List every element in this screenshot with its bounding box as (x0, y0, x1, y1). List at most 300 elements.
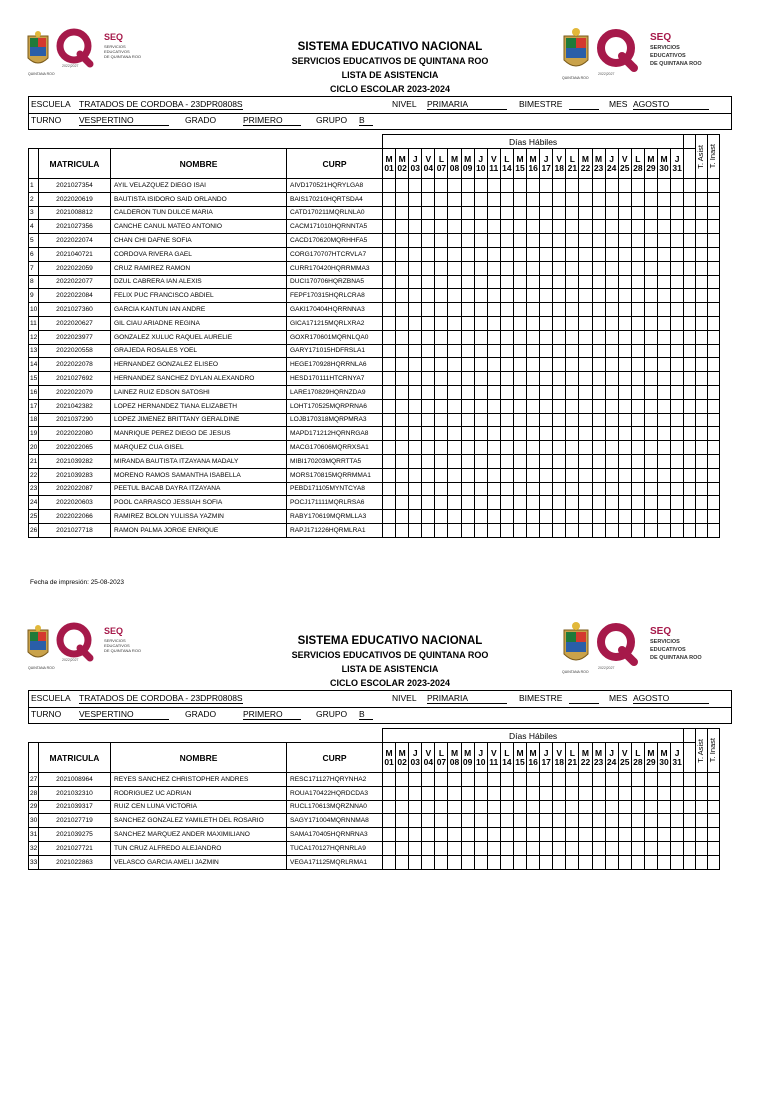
attendance-cell[interactable] (487, 358, 500, 372)
attendance-cell[interactable] (631, 303, 644, 317)
attendance-cell[interactable] (579, 814, 592, 828)
attendance-cell[interactable] (631, 385, 644, 399)
attendance-cell[interactable] (448, 234, 461, 248)
attendance-cell[interactable] (579, 192, 592, 206)
attendance-cell[interactable] (657, 510, 670, 524)
attendance-cell[interactable] (579, 454, 592, 468)
attendance-cell[interactable] (708, 275, 720, 289)
attendance-cell[interactable] (684, 220, 696, 234)
attendance-cell[interactable] (396, 800, 409, 814)
attendance-cell[interactable] (409, 800, 422, 814)
attendance-cell[interactable] (487, 828, 500, 842)
attendance-cell[interactable] (513, 413, 526, 427)
attendance-cell[interactable] (605, 247, 618, 261)
attendance-cell[interactable] (500, 385, 513, 399)
attendance-cell[interactable] (396, 399, 409, 413)
attendance-cell[interactable] (684, 441, 696, 455)
attendance-cell[interactable] (566, 496, 579, 510)
attendance-cell[interactable] (513, 454, 526, 468)
attendance-cell[interactable] (566, 316, 579, 330)
attendance-cell[interactable] (540, 786, 553, 800)
attendance-cell[interactable] (644, 786, 657, 800)
attendance-cell[interactable] (708, 773, 720, 787)
attendance-cell[interactable] (579, 220, 592, 234)
attendance-cell[interactable] (708, 841, 720, 855)
attendance-cell[interactable] (566, 385, 579, 399)
attendance-cell[interactable] (592, 206, 605, 220)
attendance-cell[interactable] (500, 413, 513, 427)
attendance-cell[interactable] (553, 179, 566, 193)
attendance-cell[interactable] (684, 234, 696, 248)
attendance-cell[interactable] (474, 496, 487, 510)
attendance-cell[interactable] (684, 385, 696, 399)
attendance-cell[interactable] (618, 413, 631, 427)
attendance-cell[interactable] (500, 330, 513, 344)
attendance-cell[interactable] (553, 786, 566, 800)
attendance-cell[interactable] (708, 316, 720, 330)
attendance-cell[interactable] (409, 841, 422, 855)
attendance-cell[interactable] (474, 841, 487, 855)
attendance-cell[interactable] (644, 247, 657, 261)
attendance-cell[interactable] (696, 427, 708, 441)
attendance-cell[interactable] (684, 206, 696, 220)
attendance-cell[interactable] (671, 303, 684, 317)
attendance-cell[interactable] (553, 234, 566, 248)
attendance-cell[interactable] (671, 358, 684, 372)
attendance-cell[interactable] (500, 234, 513, 248)
attendance-cell[interactable] (671, 289, 684, 303)
attendance-cell[interactable] (396, 372, 409, 386)
attendance-cell[interactable] (409, 496, 422, 510)
attendance-cell[interactable] (553, 344, 566, 358)
attendance-cell[interactable] (396, 192, 409, 206)
attendance-cell[interactable] (487, 786, 500, 800)
attendance-cell[interactable] (487, 192, 500, 206)
attendance-cell[interactable] (566, 828, 579, 842)
attendance-cell[interactable] (579, 468, 592, 482)
attendance-cell[interactable] (383, 316, 396, 330)
attendance-cell[interactable] (618, 855, 631, 869)
attendance-cell[interactable] (592, 399, 605, 413)
attendance-cell[interactable] (618, 261, 631, 275)
attendance-cell[interactable] (644, 496, 657, 510)
attendance-cell[interactable] (618, 206, 631, 220)
attendance-cell[interactable] (671, 413, 684, 427)
attendance-cell[interactable] (487, 413, 500, 427)
attendance-cell[interactable] (409, 510, 422, 524)
attendance-cell[interactable] (566, 234, 579, 248)
attendance-cell[interactable] (696, 814, 708, 828)
attendance-cell[interactable] (618, 192, 631, 206)
attendance-cell[interactable] (448, 855, 461, 869)
attendance-cell[interactable] (435, 247, 448, 261)
attendance-cell[interactable] (474, 399, 487, 413)
attendance-cell[interactable] (513, 275, 526, 289)
attendance-cell[interactable] (487, 523, 500, 537)
attendance-cell[interactable] (500, 441, 513, 455)
attendance-cell[interactable] (618, 828, 631, 842)
attendance-cell[interactable] (684, 372, 696, 386)
attendance-cell[interactable] (579, 372, 592, 386)
attendance-cell[interactable] (631, 841, 644, 855)
attendance-cell[interactable] (566, 814, 579, 828)
attendance-cell[interactable] (513, 344, 526, 358)
attendance-cell[interactable] (527, 385, 540, 399)
attendance-cell[interactable] (487, 855, 500, 869)
attendance-cell[interactable] (435, 206, 448, 220)
attendance-cell[interactable] (448, 206, 461, 220)
attendance-cell[interactable] (708, 372, 720, 386)
attendance-cell[interactable] (618, 179, 631, 193)
attendance-cell[interactable] (487, 482, 500, 496)
attendance-cell[interactable] (553, 247, 566, 261)
attendance-cell[interactable] (409, 330, 422, 344)
attendance-cell[interactable] (605, 206, 618, 220)
attendance-cell[interactable] (708, 289, 720, 303)
attendance-cell[interactable] (671, 441, 684, 455)
attendance-cell[interactable] (422, 275, 435, 289)
attendance-cell[interactable] (435, 828, 448, 842)
attendance-cell[interactable] (657, 800, 670, 814)
attendance-cell[interactable] (527, 275, 540, 289)
attendance-cell[interactable] (396, 206, 409, 220)
attendance-cell[interactable] (540, 841, 553, 855)
attendance-cell[interactable] (513, 441, 526, 455)
attendance-cell[interactable] (461, 786, 474, 800)
attendance-cell[interactable] (540, 441, 553, 455)
attendance-cell[interactable] (500, 344, 513, 358)
attendance-cell[interactable] (461, 841, 474, 855)
attendance-cell[interactable] (566, 482, 579, 496)
attendance-cell[interactable] (474, 523, 487, 537)
attendance-cell[interactable] (671, 316, 684, 330)
attendance-cell[interactable] (605, 482, 618, 496)
attendance-cell[interactable] (605, 289, 618, 303)
attendance-cell[interactable] (696, 247, 708, 261)
attendance-cell[interactable] (513, 496, 526, 510)
attendance-cell[interactable] (461, 275, 474, 289)
attendance-cell[interactable] (448, 800, 461, 814)
attendance-cell[interactable] (461, 192, 474, 206)
attendance-cell[interactable] (696, 192, 708, 206)
attendance-cell[interactable] (644, 828, 657, 842)
attendance-cell[interactable] (592, 275, 605, 289)
attendance-cell[interactable] (631, 344, 644, 358)
attendance-cell[interactable] (461, 206, 474, 220)
attendance-cell[interactable] (461, 247, 474, 261)
attendance-cell[interactable] (474, 427, 487, 441)
attendance-cell[interactable] (671, 482, 684, 496)
attendance-cell[interactable] (592, 468, 605, 482)
attendance-cell[interactable] (618, 344, 631, 358)
attendance-cell[interactable] (605, 786, 618, 800)
attendance-cell[interactable] (435, 275, 448, 289)
attendance-cell[interactable] (422, 482, 435, 496)
attendance-cell[interactable] (657, 841, 670, 855)
attendance-cell[interactable] (422, 468, 435, 482)
attendance-cell[interactable] (448, 496, 461, 510)
attendance-cell[interactable] (631, 275, 644, 289)
attendance-cell[interactable] (513, 828, 526, 842)
attendance-cell[interactable] (579, 510, 592, 524)
attendance-cell[interactable] (409, 399, 422, 413)
attendance-cell[interactable] (553, 261, 566, 275)
attendance-cell[interactable] (474, 828, 487, 842)
attendance-cell[interactable] (631, 330, 644, 344)
attendance-cell[interactable] (540, 303, 553, 317)
attendance-cell[interactable] (500, 261, 513, 275)
attendance-cell[interactable] (513, 800, 526, 814)
attendance-cell[interactable] (435, 179, 448, 193)
attendance-cell[interactable] (383, 454, 396, 468)
attendance-cell[interactable] (540, 399, 553, 413)
attendance-cell[interactable] (618, 247, 631, 261)
attendance-cell[interactable] (696, 330, 708, 344)
attendance-cell[interactable] (487, 773, 500, 787)
attendance-cell[interactable] (527, 372, 540, 386)
attendance-cell[interactable] (579, 773, 592, 787)
attendance-cell[interactable] (435, 413, 448, 427)
attendance-cell[interactable] (684, 454, 696, 468)
attendance-cell[interactable] (527, 800, 540, 814)
attendance-cell[interactable] (487, 800, 500, 814)
attendance-cell[interactable] (513, 773, 526, 787)
attendance-cell[interactable] (618, 814, 631, 828)
attendance-cell[interactable] (487, 496, 500, 510)
attendance-cell[interactable] (566, 855, 579, 869)
attendance-cell[interactable] (684, 275, 696, 289)
attendance-cell[interactable] (513, 316, 526, 330)
attendance-cell[interactable] (513, 303, 526, 317)
attendance-cell[interactable] (671, 468, 684, 482)
attendance-cell[interactable] (684, 192, 696, 206)
attendance-cell[interactable] (657, 330, 670, 344)
attendance-cell[interactable] (461, 372, 474, 386)
attendance-cell[interactable] (500, 468, 513, 482)
attendance-cell[interactable] (422, 206, 435, 220)
attendance-cell[interactable] (527, 220, 540, 234)
attendance-cell[interactable] (553, 206, 566, 220)
attendance-cell[interactable] (708, 786, 720, 800)
attendance-cell[interactable] (513, 261, 526, 275)
attendance-cell[interactable] (684, 344, 696, 358)
attendance-cell[interactable] (500, 523, 513, 537)
attendance-cell[interactable] (540, 773, 553, 787)
attendance-cell[interactable] (383, 289, 396, 303)
attendance-cell[interactable] (500, 814, 513, 828)
attendance-cell[interactable] (448, 385, 461, 399)
attendance-cell[interactable] (409, 385, 422, 399)
attendance-cell[interactable] (461, 482, 474, 496)
attendance-cell[interactable] (513, 372, 526, 386)
attendance-cell[interactable] (383, 234, 396, 248)
attendance-cell[interactable] (396, 814, 409, 828)
attendance-cell[interactable] (409, 372, 422, 386)
attendance-cell[interactable] (671, 330, 684, 344)
attendance-cell[interactable] (396, 773, 409, 787)
attendance-cell[interactable] (657, 289, 670, 303)
attendance-cell[interactable] (684, 855, 696, 869)
attendance-cell[interactable] (474, 855, 487, 869)
attendance-cell[interactable] (409, 303, 422, 317)
attendance-cell[interactable] (527, 855, 540, 869)
attendance-cell[interactable] (553, 372, 566, 386)
attendance-cell[interactable] (422, 358, 435, 372)
attendance-cell[interactable] (500, 247, 513, 261)
attendance-cell[interactable] (461, 413, 474, 427)
attendance-cell[interactable] (422, 220, 435, 234)
attendance-cell[interactable] (605, 828, 618, 842)
attendance-cell[interactable] (684, 773, 696, 787)
attendance-cell[interactable] (487, 344, 500, 358)
attendance-cell[interactable] (644, 454, 657, 468)
attendance-cell[interactable] (605, 399, 618, 413)
attendance-cell[interactable] (592, 800, 605, 814)
attendance-cell[interactable] (474, 289, 487, 303)
attendance-cell[interactable] (527, 261, 540, 275)
attendance-cell[interactable] (618, 523, 631, 537)
attendance-cell[interactable] (448, 510, 461, 524)
attendance-cell[interactable] (708, 303, 720, 317)
attendance-cell[interactable] (631, 289, 644, 303)
attendance-cell[interactable] (605, 275, 618, 289)
attendance-cell[interactable] (448, 179, 461, 193)
attendance-cell[interactable] (631, 855, 644, 869)
attendance-cell[interactable] (657, 413, 670, 427)
attendance-cell[interactable] (618, 496, 631, 510)
attendance-cell[interactable] (696, 179, 708, 193)
attendance-cell[interactable] (513, 841, 526, 855)
attendance-cell[interactable] (605, 234, 618, 248)
attendance-cell[interactable] (566, 468, 579, 482)
attendance-cell[interactable] (448, 330, 461, 344)
attendance-cell[interactable] (487, 468, 500, 482)
attendance-cell[interactable] (513, 289, 526, 303)
attendance-cell[interactable] (396, 220, 409, 234)
attendance-cell[interactable] (383, 482, 396, 496)
attendance-cell[interactable] (487, 179, 500, 193)
attendance-cell[interactable] (422, 385, 435, 399)
attendance-cell[interactable] (566, 192, 579, 206)
attendance-cell[interactable] (383, 841, 396, 855)
attendance-cell[interactable] (422, 786, 435, 800)
attendance-cell[interactable] (671, 261, 684, 275)
attendance-cell[interactable] (448, 841, 461, 855)
attendance-cell[interactable] (708, 855, 720, 869)
attendance-cell[interactable] (461, 454, 474, 468)
attendance-cell[interactable] (461, 385, 474, 399)
attendance-cell[interactable] (422, 523, 435, 537)
attendance-cell[interactable] (513, 482, 526, 496)
attendance-cell[interactable] (500, 316, 513, 330)
attendance-cell[interactable] (500, 358, 513, 372)
attendance-cell[interactable] (500, 303, 513, 317)
attendance-cell[interactable] (579, 441, 592, 455)
attendance-cell[interactable] (513, 358, 526, 372)
attendance-cell[interactable] (708, 413, 720, 427)
attendance-cell[interactable] (566, 220, 579, 234)
attendance-cell[interactable] (474, 358, 487, 372)
attendance-cell[interactable] (592, 454, 605, 468)
attendance-cell[interactable] (513, 814, 526, 828)
attendance-cell[interactable] (566, 289, 579, 303)
attendance-cell[interactable] (553, 192, 566, 206)
attendance-cell[interactable] (461, 496, 474, 510)
attendance-cell[interactable] (657, 496, 670, 510)
attendance-cell[interactable] (644, 192, 657, 206)
attendance-cell[interactable] (409, 523, 422, 537)
attendance-cell[interactable] (540, 482, 553, 496)
attendance-cell[interactable] (696, 303, 708, 317)
attendance-cell[interactable] (605, 814, 618, 828)
attendance-cell[interactable] (422, 510, 435, 524)
attendance-cell[interactable] (540, 510, 553, 524)
attendance-cell[interactable] (579, 289, 592, 303)
attendance-cell[interactable] (592, 523, 605, 537)
attendance-cell[interactable] (553, 841, 566, 855)
attendance-cell[interactable] (579, 247, 592, 261)
attendance-cell[interactable] (618, 399, 631, 413)
attendance-cell[interactable] (566, 399, 579, 413)
attendance-cell[interactable] (592, 496, 605, 510)
attendance-cell[interactable] (396, 413, 409, 427)
attendance-cell[interactable] (422, 855, 435, 869)
attendance-cell[interactable] (644, 358, 657, 372)
attendance-cell[interactable] (579, 523, 592, 537)
attendance-cell[interactable] (631, 261, 644, 275)
attendance-cell[interactable] (592, 786, 605, 800)
attendance-cell[interactable] (684, 800, 696, 814)
attendance-cell[interactable] (527, 468, 540, 482)
attendance-cell[interactable] (696, 316, 708, 330)
attendance-cell[interactable] (631, 399, 644, 413)
attendance-cell[interactable] (500, 786, 513, 800)
attendance-cell[interactable] (684, 330, 696, 344)
attendance-cell[interactable] (579, 413, 592, 427)
attendance-cell[interactable] (422, 192, 435, 206)
attendance-cell[interactable] (409, 234, 422, 248)
attendance-cell[interactable] (671, 344, 684, 358)
attendance-cell[interactable] (684, 413, 696, 427)
attendance-cell[interactable] (708, 330, 720, 344)
attendance-cell[interactable] (553, 385, 566, 399)
attendance-cell[interactable] (605, 523, 618, 537)
attendance-cell[interactable] (696, 496, 708, 510)
attendance-cell[interactable] (461, 303, 474, 317)
attendance-cell[interactable] (409, 261, 422, 275)
attendance-cell[interactable] (671, 179, 684, 193)
attendance-cell[interactable] (422, 316, 435, 330)
attendance-cell[interactable] (631, 192, 644, 206)
attendance-cell[interactable] (579, 828, 592, 842)
attendance-cell[interactable] (671, 454, 684, 468)
attendance-cell[interactable] (396, 510, 409, 524)
attendance-cell[interactable] (671, 841, 684, 855)
attendance-cell[interactable] (513, 234, 526, 248)
attendance-cell[interactable] (396, 385, 409, 399)
attendance-cell[interactable] (553, 358, 566, 372)
attendance-cell[interactable] (696, 510, 708, 524)
attendance-cell[interactable] (487, 372, 500, 386)
attendance-cell[interactable] (487, 427, 500, 441)
attendance-cell[interactable] (422, 303, 435, 317)
attendance-cell[interactable] (435, 261, 448, 275)
attendance-cell[interactable] (527, 289, 540, 303)
attendance-cell[interactable] (696, 482, 708, 496)
attendance-cell[interactable] (631, 523, 644, 537)
attendance-cell[interactable] (566, 510, 579, 524)
attendance-cell[interactable] (671, 786, 684, 800)
